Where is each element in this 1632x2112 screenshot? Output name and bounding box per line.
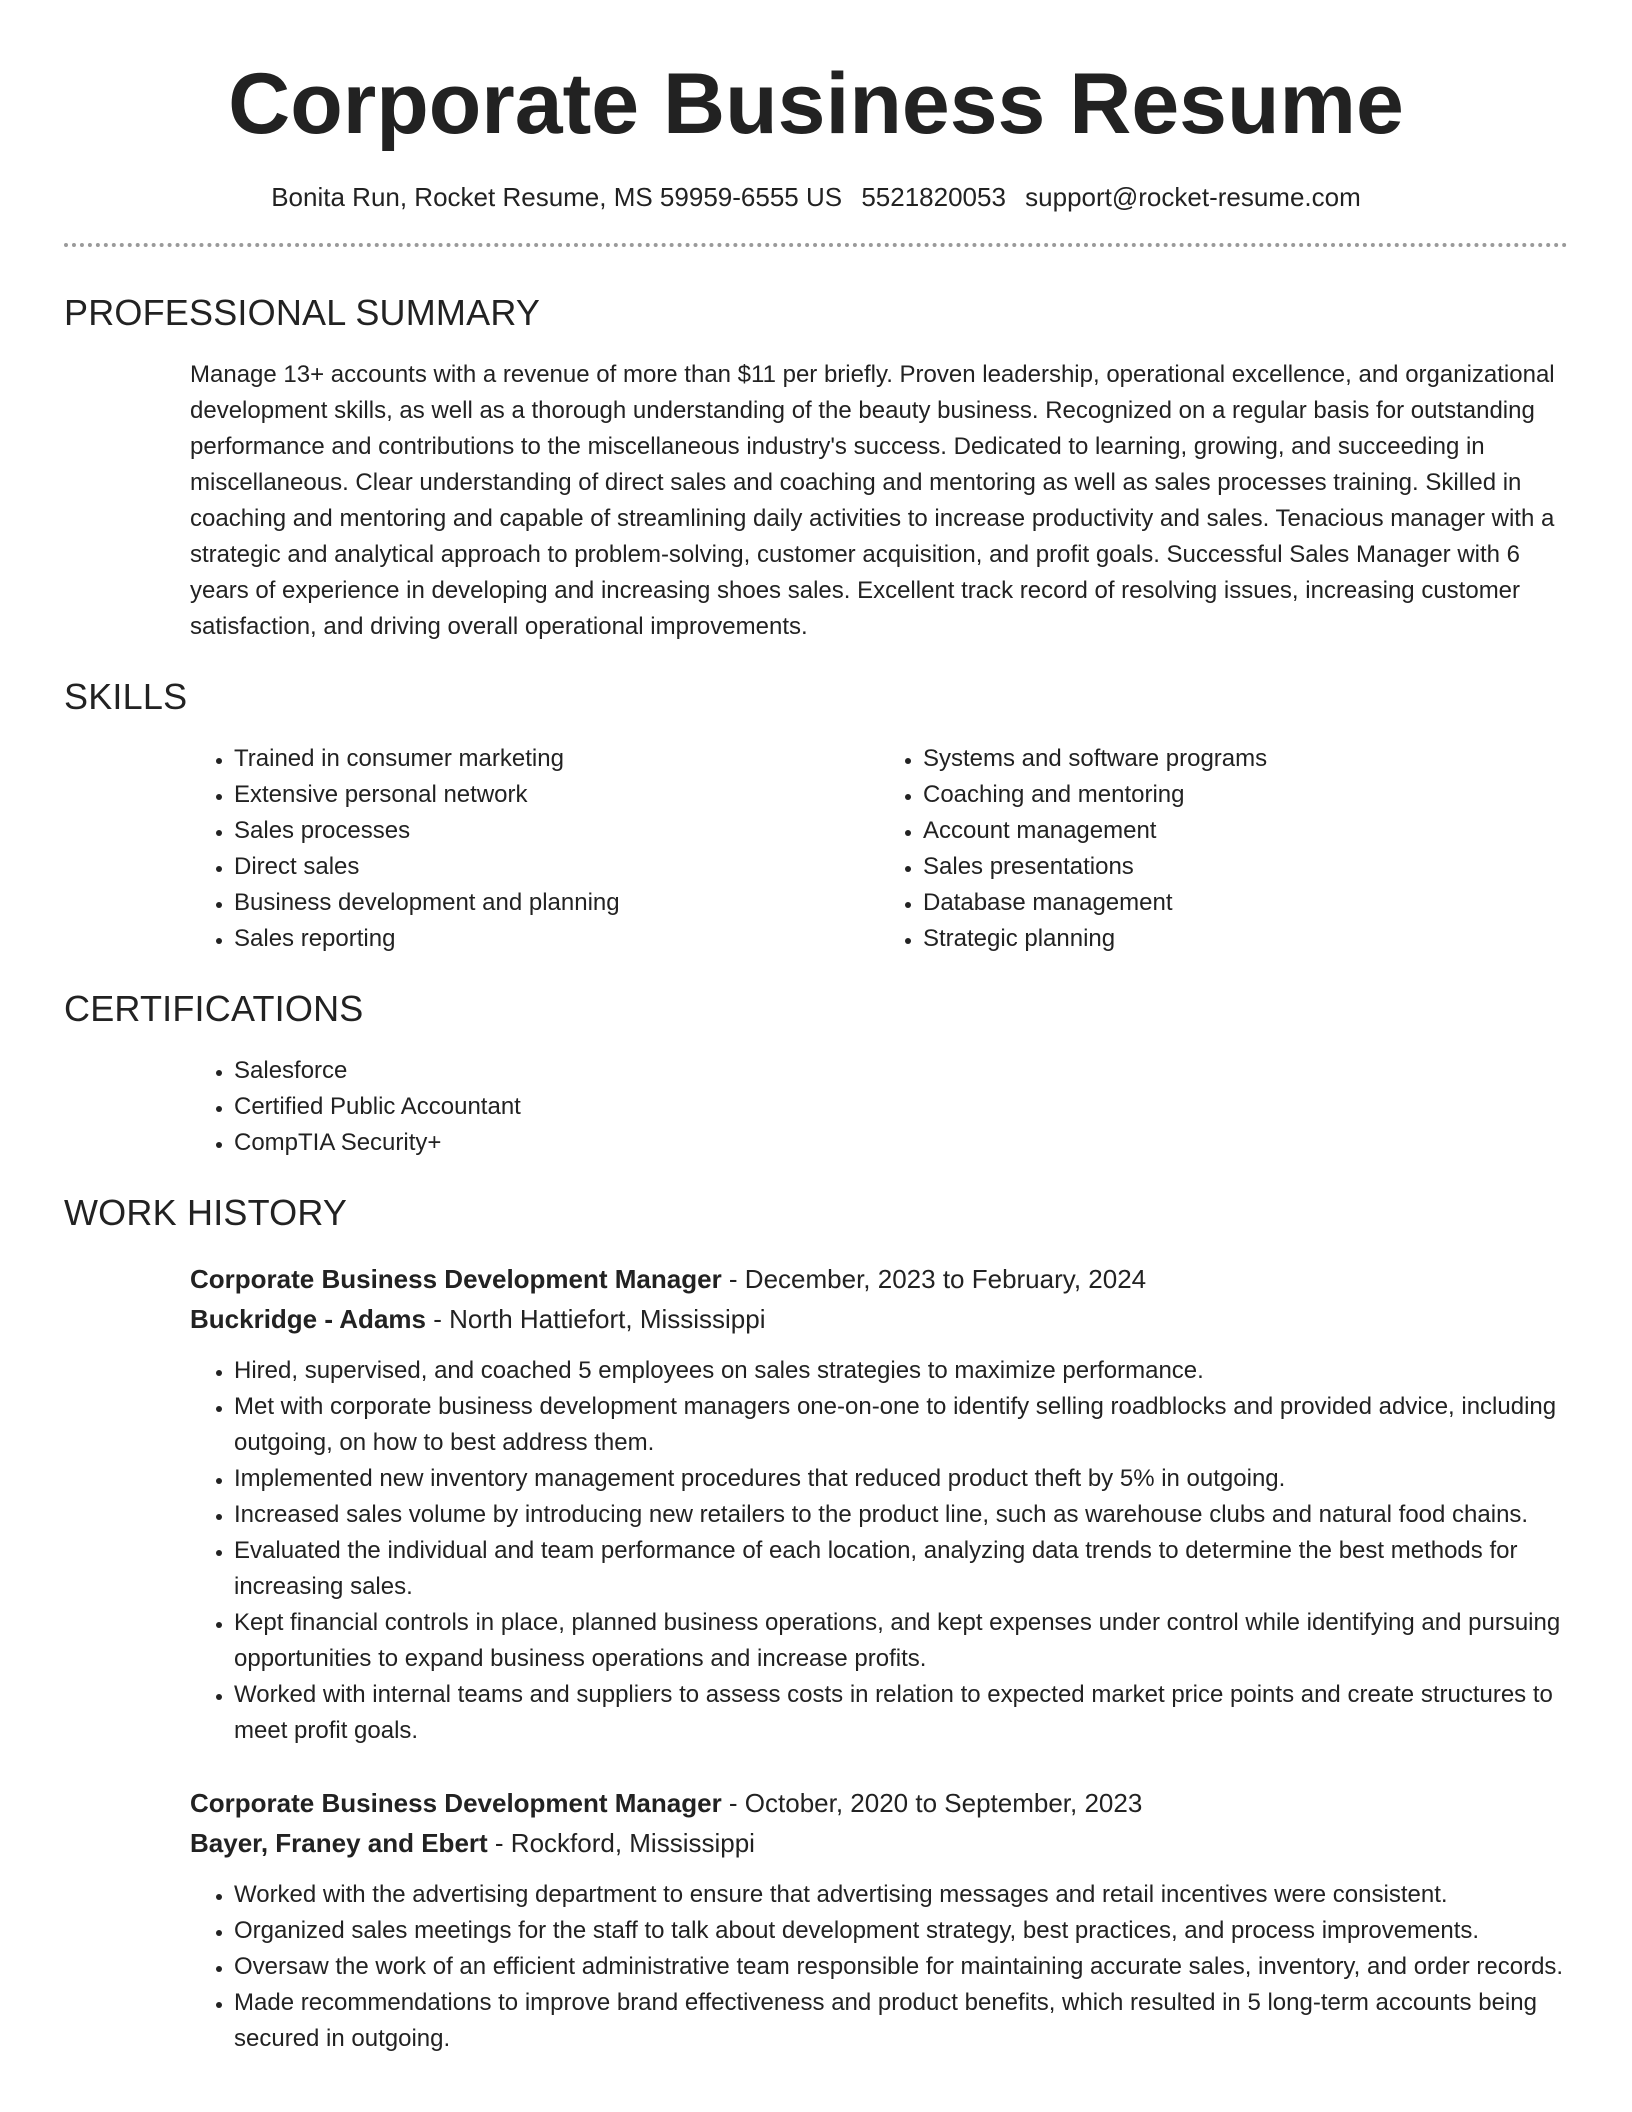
skill-item: • Sales processes [234, 813, 879, 849]
job-location: - Rockford, Mississippi [487, 1828, 755, 1858]
certification-item: • Salesforce [234, 1053, 1568, 1089]
job-bullet: • Worked with internal teams and suppliers to assess costs in relation to expected market price points and create structures to meet profit goals. [234, 1677, 1568, 1749]
certifications-section [64, 987, 1568, 1161]
job-bullet: • Evaluated the individual and team performance of each location, analyzing data trends to determine the best methods for increasing sales. [234, 1533, 1568, 1605]
skill-item: • Database management [923, 885, 1568, 921]
job-title: Corporate Business Development Manager [190, 1788, 722, 1818]
summary-text: Manage 13+ accounts with a revenue of more than $11 per briefly. Proven leadership, operational excellence, and organizational development skills, as well as a thorough understanding of the beauty business. Recognized on a regular basis for outstanding performance and contributions to the miscellaneous industry's success. Dedicated to learning, growing, and succeeding in miscellaneous. Clear understanding of direct sales and coaching and mentoring as well as sales processes training. Skilled in coaching and mentoring and capable of streamlining daily activities to increase productivity and sales. Tenacious manager with a strategic and analytical approach to problem-solving, customer acquisition, and profit goals. Successful Sales Manager with 6 years of experience in developing and increasing shoes sales. Excellent track record of resolving issues, increasing customer satisfaction, and driving overall operational improvements. [190, 361, 1555, 640]
contact-address: Bonita Run, Rocket Resume, MS 59959-6555 US [271, 182, 843, 212]
skill-item: • Sales reporting [234, 921, 879, 957]
skill-item: • Trained in consumer marketing [234, 741, 879, 777]
work-history-heading: WORK HISTORY [64, 1192, 348, 1233]
job-bullet: • Oversaw the work of an efficient administrative team responsible for maintaining accurate sales, inventory, and order records. [234, 1949, 1568, 1985]
job-bullet: • Implemented new inventory management procedures that reduced product theft by 5% in outgoing. [234, 1461, 1568, 1497]
job-dates: - October, 2020 to September, 2023 [721, 1788, 1143, 1818]
certification-item: • CompTIA Security+ [234, 1125, 1568, 1161]
skills-heading: SKILLS [64, 676, 188, 717]
job-title-line [190, 1259, 1568, 1299]
contact-line [64, 180, 1568, 214]
job-bullet: • Made recommendations to improve brand effectiveness and product benefits, which resulted in 5 long-term accounts being secured in outgoing. [234, 1985, 1568, 2057]
job-company: Buckridge - Adams [190, 1304, 426, 1334]
job-company: Bayer, Franey and Ebert [190, 1828, 488, 1858]
summary-heading: PROFESSIONAL SUMMARY [64, 292, 541, 333]
work-history-section [64, 1191, 1568, 2057]
certifications-list [190, 1053, 1568, 1161]
job-company-line [190, 1299, 1568, 1339]
job-entry [190, 1259, 1568, 1749]
skill-item: • Sales presentations [923, 849, 1568, 885]
contact-email: support@rocket-resume.com [1025, 182, 1361, 212]
contact-phone: 5521820053 [861, 182, 1006, 212]
certification-item: • Certified Public Accountant [234, 1089, 1568, 1125]
job-bullet: • Met with corporate business development managers one-on-one to identify selling roadblocks and provided advice, including outgoing, on how to best address them. [234, 1389, 1568, 1461]
job-bullet-list [190, 1353, 1568, 1749]
job-bullet: • Worked with the advertising department to ensure that advertising messages and retail incentives were consistent. [234, 1877, 1568, 1913]
job-entry [190, 1783, 1568, 2057]
job-location: - North Hattiefort, Mississippi [425, 1304, 766, 1334]
skill-item: • Coaching and mentoring [923, 777, 1568, 813]
job-bullet: • Kept financial controls in place, planned business operations, and kept expenses under control while identifying and pursuing opportunities to expand business operations and increase profits. [234, 1605, 1568, 1677]
job-title-line [190, 1783, 1568, 1823]
skill-item: • Systems and software programs [923, 741, 1568, 777]
certifications-heading: CERTIFICATIONS [64, 988, 364, 1029]
skills-right-list [879, 741, 1568, 957]
skill-item: • Strategic planning [923, 921, 1568, 957]
resume-title: Corporate Business Resume [228, 56, 1404, 152]
skills-left-list [190, 741, 879, 957]
job-dates: - December, 2023 to February, 2024 [721, 1264, 1147, 1294]
job-bullet: • Organized sales meetings for the staff to talk about development strategy, best practices, and process improvements. [234, 1913, 1568, 1949]
job-bullet: • Increased sales volume by introducing new retailers to the product line, such as warehouse clubs and natural food chains. [234, 1497, 1568, 1533]
job-title: Corporate Business Development Manager [190, 1264, 722, 1294]
summary-section [64, 291, 1568, 645]
job-company-line [190, 1823, 1568, 1863]
skill-item: • Account management [923, 813, 1568, 849]
job-bullet: • Hired, supervised, and coached 5 employees on sales strategies to maximize performance. [234, 1353, 1568, 1389]
skill-item: • Business development and planning [234, 885, 879, 921]
skill-item: • Extensive personal network [234, 777, 879, 813]
header-divider [64, 243, 1568, 247]
resume-page [64, 0, 1568, 2057]
skills-columns [190, 741, 1568, 957]
skills-section [64, 675, 1568, 957]
skill-item: • Direct sales [234, 849, 879, 885]
job-bullet-list [190, 1877, 1568, 2057]
